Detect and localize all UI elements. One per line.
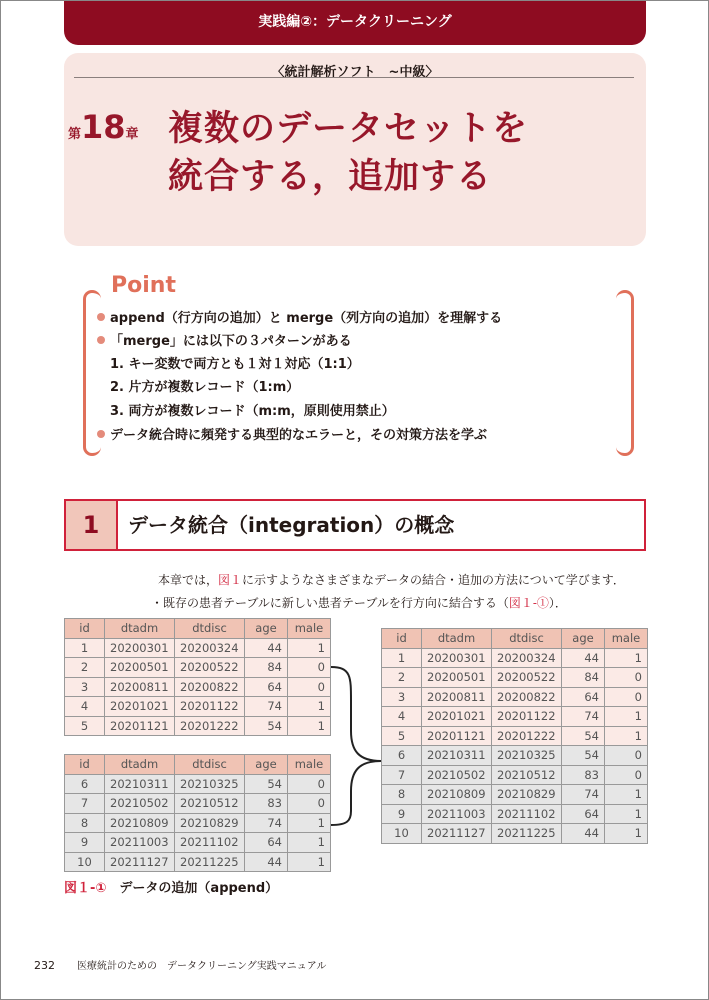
body-paragraph	[158, 571, 625, 588]
chapter-suffix: 章	[125, 127, 139, 142]
table-cell: 20200501	[422, 668, 492, 688]
table-cell: 8	[382, 785, 422, 805]
table-cell: 83	[562, 765, 605, 785]
table-cell: 64	[245, 833, 288, 853]
table-cell: 44	[562, 648, 605, 668]
table-cell: 2	[65, 658, 105, 678]
table-cell: 74	[245, 813, 288, 833]
column-header: male	[288, 619, 331, 639]
column-header: dtdisc	[175, 619, 245, 639]
divider	[74, 77, 634, 78]
table-cell: 20210325	[492, 746, 562, 766]
table-cell: 20200522	[492, 668, 562, 688]
page-footer	[34, 957, 326, 972]
point-subitem: 3. 両方が複数レコード（m:m，原則使用禁止）	[110, 404, 395, 419]
table-cell: 20201021	[105, 697, 175, 717]
bullet-icon	[97, 313, 105, 321]
point-item	[97, 330, 352, 349]
book-title: 医療統計のための データクリーニング実践マニュアル	[77, 961, 327, 972]
table-cell: 20201121	[422, 726, 492, 746]
text: ）．	[548, 596, 567, 610]
table-cell: 20211127	[422, 824, 492, 844]
chapter-title-line1: 複数のデータセットを	[168, 109, 529, 149]
table-cell: 20201021	[422, 707, 492, 727]
table-header-row	[382, 629, 648, 649]
point-subitem: 2. 片方が複数レコード（1:m）	[110, 380, 300, 395]
table-cell: 20210829	[492, 785, 562, 805]
table-cell: 0	[288, 794, 331, 814]
table-row	[382, 804, 648, 824]
table-cell: 0	[288, 774, 331, 794]
figure-ref: 図１	[218, 573, 243, 587]
column-header: male	[605, 629, 648, 649]
table-cell: 1	[605, 824, 648, 844]
column-header: dtdisc	[175, 755, 245, 775]
table-cell: 3	[382, 687, 422, 707]
existing-patient-table	[64, 618, 331, 736]
point-title: Point	[107, 273, 180, 298]
table-cell: 74	[562, 785, 605, 805]
table-row	[65, 794, 331, 814]
table-row	[65, 852, 331, 872]
column-header: age	[245, 755, 288, 775]
right-bracket	[616, 290, 634, 456]
figure-ref: 図１-①	[508, 596, 549, 610]
table-cell: 20200324	[175, 638, 245, 658]
table-cell: 2	[382, 668, 422, 688]
table-cell: 44	[245, 638, 288, 658]
column-header: id	[65, 619, 105, 639]
table-cell: 20200822	[492, 687, 562, 707]
new-patient-table	[64, 754, 331, 872]
part-label: 実践編②：データクリーニング	[258, 14, 452, 30]
column-header: age	[245, 619, 288, 639]
table-cell: 20201222	[492, 726, 562, 746]
table-cell: 5	[382, 726, 422, 746]
table-row	[382, 785, 648, 805]
table-cell: 20201222	[175, 716, 245, 736]
table-cell: 20200301	[422, 648, 492, 668]
table-row	[382, 707, 648, 727]
table-cell: 8	[65, 813, 105, 833]
column-header: dtadm	[105, 755, 175, 775]
table-cell: 20200811	[105, 677, 175, 697]
table-cell: 0	[605, 746, 648, 766]
table-row	[382, 726, 648, 746]
table-cell: 1	[288, 813, 331, 833]
chapter-subtitle: 〈統計解析ソフト ~中級〉	[271, 65, 439, 80]
table-row	[382, 668, 648, 688]
table-cell: 64	[562, 804, 605, 824]
table-cell: 20210512	[492, 765, 562, 785]
column-header: dtadm	[422, 629, 492, 649]
bullet-icon	[97, 430, 105, 438]
table-cell: 84	[245, 658, 288, 678]
table-cell: 20200301	[105, 638, 175, 658]
table-cell: 20201122	[492, 707, 562, 727]
table-cell: 10	[65, 852, 105, 872]
table-cell: 20210809	[105, 813, 175, 833]
point-item	[97, 424, 487, 443]
text: 本章では，	[158, 573, 219, 587]
table-row	[65, 813, 331, 833]
section-heading	[64, 499, 646, 551]
table-row	[65, 716, 331, 736]
table-cell: 1	[288, 638, 331, 658]
point-text: append（行方向の追加）と merge（列方向の追加）を理解する	[110, 311, 503, 326]
table-cell: 44	[562, 824, 605, 844]
table-cell: 4	[65, 697, 105, 717]
table-cell: 1	[382, 648, 422, 668]
chapter-prefix: 第	[68, 127, 82, 142]
table-cell: 20211102	[492, 804, 562, 824]
table-row	[65, 774, 331, 794]
table-cell: 20200811	[422, 687, 492, 707]
combined-patient-table	[381, 628, 648, 844]
table-cell: 0	[605, 765, 648, 785]
caption-label: 図１-①	[64, 881, 107, 896]
table-row	[65, 638, 331, 658]
column-header: age	[562, 629, 605, 649]
table-cell: 84	[562, 668, 605, 688]
table-cell: 20211003	[105, 833, 175, 853]
table-cell: 1	[605, 648, 648, 668]
table-cell: 20211225	[492, 824, 562, 844]
table-cell: 1	[605, 804, 648, 824]
table-cell: 20210325	[175, 774, 245, 794]
table-cell: 54	[562, 746, 605, 766]
table-cell: 20211003	[422, 804, 492, 824]
table-cell: 5	[65, 716, 105, 736]
table-cell: 1	[605, 785, 648, 805]
table-header-row	[65, 619, 331, 639]
table-cell: 7	[65, 794, 105, 814]
table-cell: 20201121	[105, 716, 175, 736]
point-item	[97, 307, 502, 326]
column-header: id	[65, 755, 105, 775]
table-cell: 0	[605, 668, 648, 688]
point-box	[83, 273, 634, 456]
table-cell: 20210311	[422, 746, 492, 766]
chapter-title-box	[64, 53, 646, 246]
table-cell: 1	[605, 707, 648, 727]
table-cell: 54	[245, 774, 288, 794]
text: ・既存の患者テーブルに新しい患者テーブルを行方向に結合する（	[151, 596, 509, 610]
chapter-num: 18	[81, 108, 126, 146]
table-header-row	[65, 755, 331, 775]
table-cell: 83	[245, 794, 288, 814]
table-cell: 20210829	[175, 813, 245, 833]
table-cell: 1	[288, 833, 331, 853]
column-header: id	[382, 629, 422, 649]
table-cell: 4	[382, 707, 422, 727]
table-cell: 54	[245, 716, 288, 736]
point-subitem: 1. キー変数で両方とも１対１対応（1:1）	[110, 357, 360, 372]
caption-text: データの追加（append）	[119, 881, 279, 896]
table-cell: 20210809	[422, 785, 492, 805]
table-cell: 20210502	[105, 794, 175, 814]
table-cell: 20201122	[175, 697, 245, 717]
table-cell: 1	[65, 638, 105, 658]
table-cell: 20211127	[105, 852, 175, 872]
table-cell: 54	[562, 726, 605, 746]
table-cell: 0	[605, 687, 648, 707]
table-cell: 0	[288, 658, 331, 678]
table-cell: 1	[288, 697, 331, 717]
table-cell: 1	[605, 726, 648, 746]
table-row	[65, 677, 331, 697]
table-cell: 20211102	[175, 833, 245, 853]
body-paragraph	[151, 594, 567, 611]
table-cell: 20200522	[175, 658, 245, 678]
table-cell: 6	[65, 774, 105, 794]
part-header-band	[64, 1, 646, 45]
table-row	[382, 648, 648, 668]
table-cell: 74	[562, 707, 605, 727]
append-brace-connector	[329, 661, 383, 831]
table-cell: 10	[382, 824, 422, 844]
page-number: 232	[34, 959, 55, 972]
column-header: dtadm	[105, 619, 175, 639]
chapter-title-line2: 統合する，追加する	[168, 157, 493, 197]
table-cell: 20200324	[492, 648, 562, 668]
table-cell: 6	[382, 746, 422, 766]
table-cell: 0	[288, 677, 331, 697]
bullet-icon	[97, 336, 105, 344]
table-cell: 7	[382, 765, 422, 785]
table-row	[65, 833, 331, 853]
table-cell: 20210512	[175, 794, 245, 814]
section-title: データ統合（integration）の概念	[128, 513, 455, 537]
table-cell: 20211225	[175, 852, 245, 872]
table-cell: 3	[65, 677, 105, 697]
point-text: 「merge」には以下の３パターンがある	[110, 334, 352, 349]
column-header: dtdisc	[492, 629, 562, 649]
table-cell: 64	[245, 677, 288, 697]
table-cell: 20200501	[105, 658, 175, 678]
table-cell: 20210311	[105, 774, 175, 794]
chapter-number	[68, 108, 139, 146]
table-cell: 9	[65, 833, 105, 853]
table-row	[65, 658, 331, 678]
point-text: データ統合時に頻発する典型的なエラーと，その対策方法を学ぶ	[110, 428, 488, 443]
column-header: male	[288, 755, 331, 775]
text: に示すようなさまざまなデータの結合・追加の方法について学びます．	[242, 573, 625, 587]
table-cell: 20200822	[175, 677, 245, 697]
table-cell: 20210502	[422, 765, 492, 785]
table-row	[382, 687, 648, 707]
table-cell: 74	[245, 697, 288, 717]
table-cell: 44	[245, 852, 288, 872]
table-cell: 64	[562, 687, 605, 707]
table-cell: 1	[288, 716, 331, 736]
table-row	[382, 824, 648, 844]
table-row	[382, 746, 648, 766]
table-cell: 1	[288, 852, 331, 872]
table-row	[65, 697, 331, 717]
table-row	[382, 765, 648, 785]
figure-caption	[64, 877, 278, 896]
table-cell: 9	[382, 804, 422, 824]
section-number: 1	[66, 501, 118, 549]
